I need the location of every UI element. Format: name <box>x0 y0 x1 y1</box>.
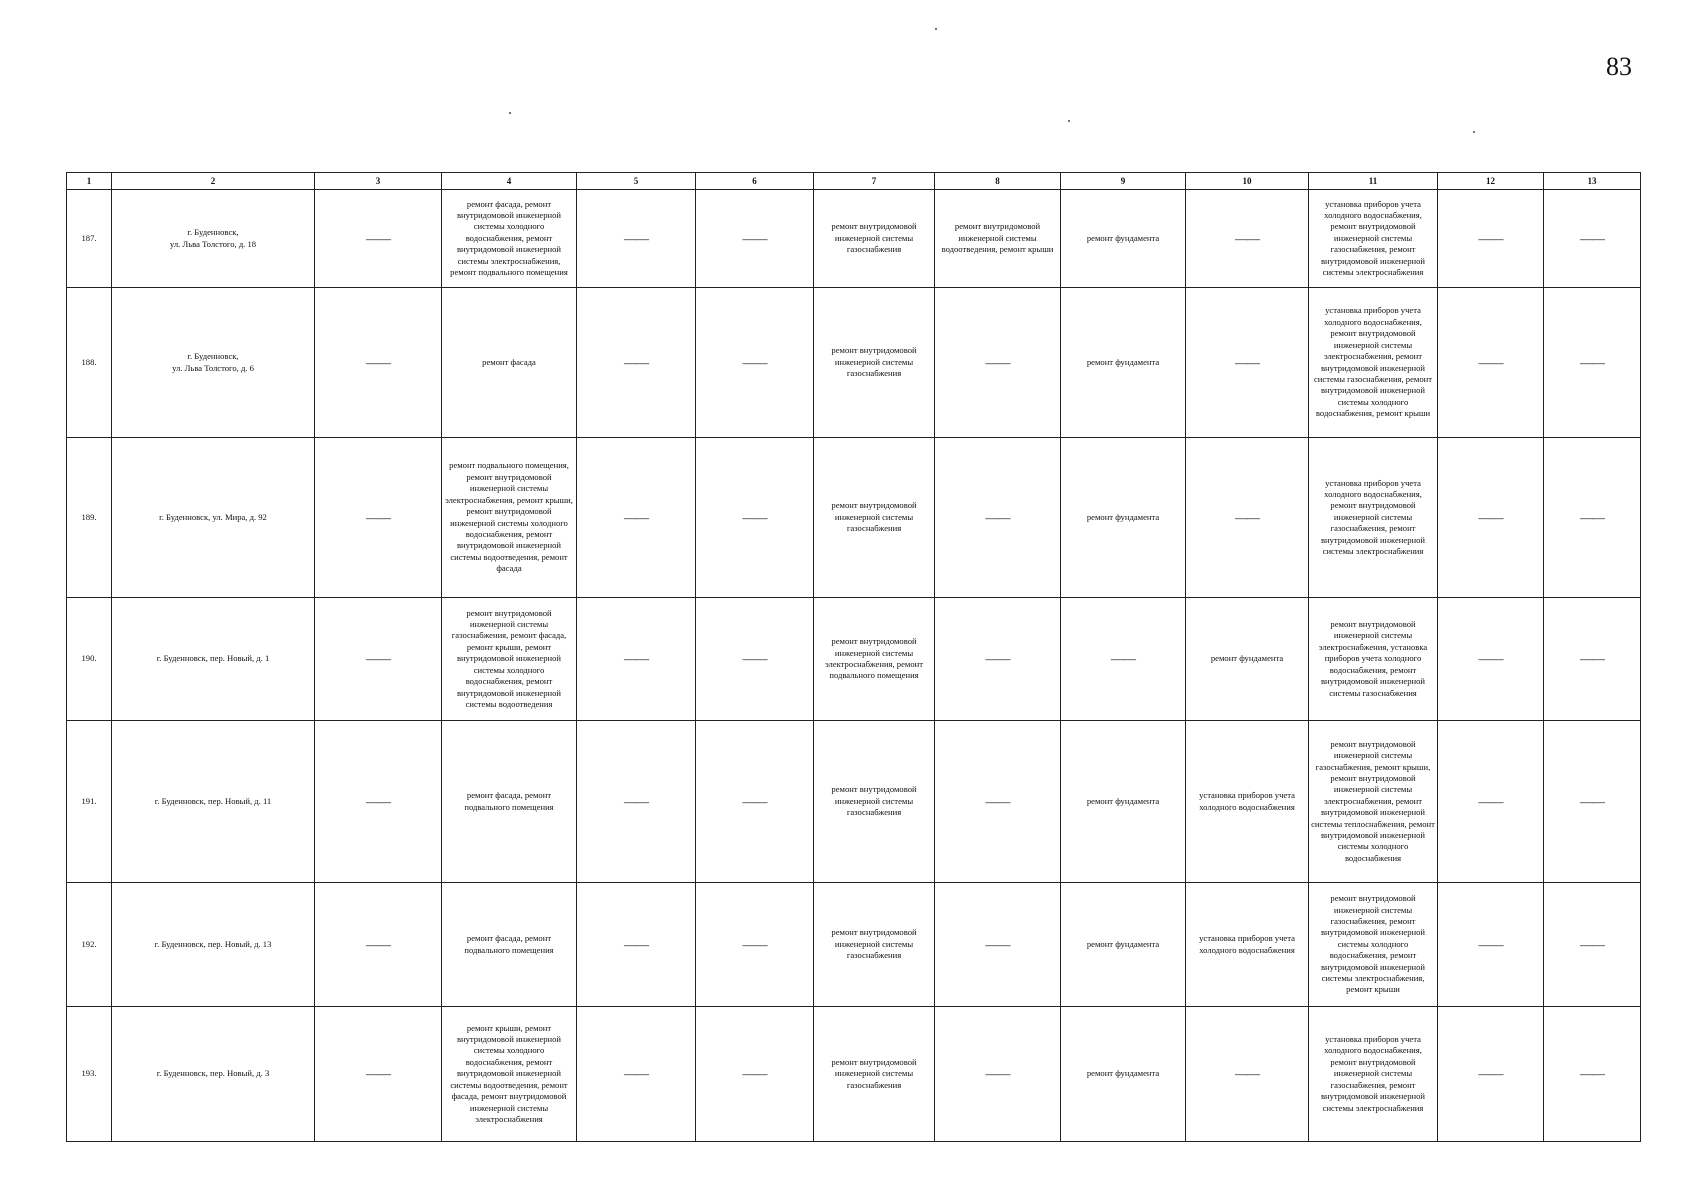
col-header: 8 <box>935 173 1061 190</box>
table-cell-col-13 <box>1544 721 1641 883</box>
table-cell-col-10 <box>1186 1007 1309 1142</box>
dash-mark: —— <box>1235 509 1259 525</box>
scan-speck <box>1473 131 1475 133</box>
cell-text: 189. <box>81 511 97 522</box>
table-cell-col-4 <box>442 883 577 1007</box>
col-header: 13 <box>1544 173 1641 190</box>
table-cell-col-12 <box>1438 721 1544 883</box>
dash-mark: —— <box>1580 1066 1604 1082</box>
row-number-cell <box>67 598 112 721</box>
row-number-cell <box>67 190 112 288</box>
table-cell-col-4 <box>442 598 577 721</box>
col-header: 2 <box>112 173 315 190</box>
table-cell-col-3 <box>315 598 442 721</box>
table-cell-col-4 <box>442 190 577 288</box>
table-cell-col-12 <box>1438 190 1544 288</box>
dash-mark: —— <box>1478 1066 1503 1082</box>
col-header: 1 <box>67 173 112 190</box>
table-cell-col-3 <box>315 883 442 1007</box>
table-cell-col-6 <box>696 883 814 1007</box>
table-cell-col-7 <box>814 438 935 598</box>
table-cell-col-11 <box>1309 288 1438 438</box>
table-cell-col-3 <box>315 190 442 288</box>
address-cell <box>112 190 315 288</box>
dash-mark: —— <box>366 230 390 246</box>
table-cell-col-11 <box>1309 1007 1438 1142</box>
dash-mark: —— <box>366 509 390 525</box>
cell-text: установка приборов учета холодного водоснабжения, ремонт внутридомовой инженерной системы электроснабжения, ремонт внутридомовой инженерной системы газоснабжения, ремонт внутридомовой инженерной системы холодного водоснабжения, ремонт крыши <box>1313 305 1433 419</box>
cell-text: 192. <box>81 938 97 949</box>
cell-text: ремонт фундамента <box>1086 1068 1160 1079</box>
col-header: 9 <box>1061 173 1186 190</box>
dash-mark: —— <box>985 651 1010 667</box>
cell-text: г. Буденновск, ул. Льва Толстого, д. 6 <box>172 351 254 373</box>
table-row <box>67 438 1641 598</box>
cell-text: установка приборов учета холодного водоснабжения, ремонт внутридомовой инженерной системы газоснабжения, ремонт внутридомовой инженерной системы электроснабжения <box>1320 198 1426 278</box>
dash-mark: —— <box>742 1066 767 1082</box>
cell-text: г. Буденновск, пер. Новый, д. 1 <box>156 653 270 664</box>
dash-mark: —— <box>1580 651 1604 667</box>
cell-text: установка приборов учета холодного водоснабжения <box>1199 933 1295 955</box>
column-number-row <box>67 173 1641 190</box>
table-row <box>67 883 1641 1007</box>
table-cell-col-7 <box>814 598 935 721</box>
table-cell-col-3 <box>315 721 442 883</box>
table-cell-col-7 <box>814 883 935 1007</box>
dash-mark: —— <box>366 936 390 952</box>
dash-mark: —— <box>742 509 767 525</box>
col-header: 10 <box>1186 173 1309 190</box>
table-cell-col-12 <box>1438 438 1544 598</box>
dash-mark: —— <box>985 354 1010 370</box>
table-cell-col-13 <box>1544 288 1641 438</box>
dash-mark: —— <box>1580 354 1604 370</box>
col-header: 5 <box>577 173 696 190</box>
table-cell-col-9 <box>1061 438 1186 598</box>
address-cell <box>112 721 315 883</box>
cell-text: ремонт крыши, ремонт внутридомовой инженерной системы холодного водоснабжения, ремонт внутридомовой инженерной системы водоотведения, ремонт фасада, ремонт внутридомовой инженерной системы электроснабжения <box>450 1022 568 1124</box>
table-cell-col-13 <box>1544 883 1641 1007</box>
dash-mark: —— <box>742 354 767 370</box>
dash-mark: —— <box>366 651 390 667</box>
scan-speck <box>935 28 937 30</box>
table-cell-col-8 <box>935 288 1061 438</box>
cell-text: установка приборов учета холодного водоснабжения, ремонт внутридомовой инженерной системы газоснабжения, ремонт внутридомовой инженерной системы электроснабжения <box>1320 477 1426 557</box>
table-cell-col-10 <box>1186 883 1309 1007</box>
scan-speck <box>509 112 511 114</box>
dash-mark: —— <box>624 936 648 952</box>
table-row <box>67 598 1641 721</box>
dash-mark: —— <box>1580 509 1604 525</box>
dash-mark: —— <box>742 230 767 246</box>
cell-text: ремонт фундамента <box>1086 511 1160 522</box>
cell-text: установка приборов учета холодного водоснабжения, ремонт внутридомовой инженерной системы газоснабжения, ремонт внутридомовой инженерной системы электроснабжения <box>1320 1034 1426 1113</box>
table-row <box>67 1007 1641 1142</box>
table-cell-col-9 <box>1061 721 1186 883</box>
table-cell-col-12 <box>1438 598 1544 721</box>
table-cell-col-5 <box>577 598 696 721</box>
dash-mark: —— <box>624 1066 648 1082</box>
table-cell-col-5 <box>577 438 696 598</box>
cell-text: ремонт фундамента <box>1210 653 1284 664</box>
cell-text: ремонт фасада, ремонт подвального помещения <box>464 790 554 812</box>
table-cell-col-6 <box>696 1007 814 1142</box>
cell-text: г. Буденновск, пер. Новый, д. 3 <box>156 1068 270 1079</box>
table-cell-col-13 <box>1544 598 1641 721</box>
dash-mark: —— <box>742 651 767 667</box>
table-cell-col-6 <box>696 721 814 883</box>
cell-text: 193. <box>81 1068 97 1079</box>
col-header: 11 <box>1309 173 1438 190</box>
cell-text: 188. <box>81 356 97 367</box>
address-cell <box>112 1007 315 1142</box>
cell-text: ремонт внутридомовой инженерной системы газоснабжения <box>831 1056 917 1090</box>
table-cell-col-3 <box>315 1007 442 1142</box>
cell-text: ремонт внутридомовой инженерной системы электроснабжения, установка приборов учета холодного водоснабжения, ремонт внутридомовой инженерной системы газоснабжения <box>1318 619 1428 698</box>
repair-plan-table <box>66 172 1641 1142</box>
table-cell-col-6 <box>696 288 814 438</box>
table-row <box>67 721 1641 883</box>
table-cell-col-13 <box>1544 438 1641 598</box>
table-cell-col-5 <box>577 721 696 883</box>
dash-mark: —— <box>742 936 767 952</box>
table-cell-col-5 <box>577 190 696 288</box>
cell-text: г. Буденновск, ул. Льва Толстого, д. 18 <box>169 227 257 249</box>
table-cell-col-10 <box>1186 721 1309 883</box>
cell-text: ремонт фундамента <box>1086 356 1160 367</box>
dash-mark: —— <box>985 1066 1010 1082</box>
cell-text: ремонт внутридомовой инженерной системы электроснабжения, ремонт подвального помещения <box>824 636 924 681</box>
table-cell-col-8 <box>935 883 1061 1007</box>
table-cell-col-7 <box>814 190 935 288</box>
table-cell-col-6 <box>696 438 814 598</box>
address-cell <box>112 438 315 598</box>
table-cell-col-12 <box>1438 883 1544 1007</box>
table-cell-col-13 <box>1544 190 1641 288</box>
table-cell-col-11 <box>1309 438 1438 598</box>
dash-mark: —— <box>624 793 648 809</box>
page-number: 83 <box>1606 52 1632 81</box>
table-cell-col-4 <box>442 288 577 438</box>
cell-text: г. Буденновск, пер. Новый, д. 13 <box>154 938 272 949</box>
dash-mark: —— <box>624 354 648 370</box>
table-cell-col-7 <box>814 1007 935 1142</box>
address-cell <box>112 598 315 721</box>
cell-text: ремонт внутридомовой инженерной системы газоснабжения <box>831 345 917 379</box>
table-cell-col-9 <box>1061 598 1186 721</box>
table-cell-col-7 <box>814 721 935 883</box>
cell-text: ремонт внутридомовой инженерной системы водоотведения, ремонт крыши <box>941 221 1054 255</box>
table-cell-col-10 <box>1186 190 1309 288</box>
cell-text: 187. <box>81 232 97 243</box>
table-cell-col-13 <box>1544 1007 1641 1142</box>
table-cell-col-8 <box>935 1007 1061 1142</box>
table-cell-col-9 <box>1061 1007 1186 1142</box>
col-header: 6 <box>696 173 814 190</box>
table-row <box>67 190 1641 288</box>
cell-text: ремонт фундамента <box>1086 232 1160 243</box>
cell-text: ремонт внутридомовой инженерной системы газоснабжения <box>831 500 917 534</box>
dash-mark: —— <box>1478 936 1503 952</box>
table-cell-col-5 <box>577 883 696 1007</box>
address-cell <box>112 883 315 1007</box>
cell-text: ремонт внутридомовой инженерной системы газоснабжения, ремонт внутридомовой инженерной системы холодного водоснабжения, ремонт внутридомовой инженерной системы электроснабжения, ремонт крыши <box>1320 893 1426 995</box>
cell-text: ремонт внутридомовой инженерной системы газоснабжения, ремонт фасада, ремонт крыши, ремонт внутридомовой инженерной системы холодного водоснабжения, ремонт внутридомовой инженерной системы водоотведения <box>451 607 567 709</box>
cell-text: ремонт фасада <box>482 356 536 367</box>
dash-mark: —— <box>366 1066 390 1082</box>
table-cell-col-9 <box>1061 190 1186 288</box>
col-header: 12 <box>1438 173 1544 190</box>
table-cell-col-6 <box>696 190 814 288</box>
cell-text: ремонт фундамента <box>1086 795 1160 806</box>
table-cell-col-9 <box>1061 883 1186 1007</box>
cell-text: ремонт внутридомовой инженерной системы газоснабжения <box>831 927 917 961</box>
col-header: 7 <box>814 173 935 190</box>
table-cell-col-5 <box>577 288 696 438</box>
row-number-cell <box>67 288 112 438</box>
table-cell-col-11 <box>1309 883 1438 1007</box>
table-cell-col-11 <box>1309 190 1438 288</box>
dash-mark: —— <box>985 509 1010 525</box>
dash-mark: —— <box>1111 651 1135 667</box>
row-number-cell <box>67 721 112 883</box>
row-number-cell <box>67 438 112 598</box>
cell-text: ремонт фасада, ремонт подвального помещения <box>464 933 554 955</box>
dash-mark: —— <box>742 793 767 809</box>
dash-mark: —— <box>624 509 648 525</box>
table-cell-col-11 <box>1309 721 1438 883</box>
dash-mark: —— <box>366 793 390 809</box>
col-header: 4 <box>442 173 577 190</box>
table-cell-col-12 <box>1438 1007 1544 1142</box>
table-cell-col-4 <box>442 438 577 598</box>
table-cell-col-9 <box>1061 288 1186 438</box>
dash-mark: —— <box>624 230 648 246</box>
col-header: 3 <box>315 173 442 190</box>
table-cell-col-10 <box>1186 288 1309 438</box>
cell-text: установка приборов учета холодного водоснабжения <box>1199 790 1295 812</box>
table-cell-col-7 <box>814 288 935 438</box>
dash-mark: —— <box>1580 936 1604 952</box>
scan-speck <box>1068 120 1070 122</box>
table-cell-col-8 <box>935 190 1061 288</box>
dash-mark: —— <box>1580 793 1604 809</box>
cell-text: ремонт внутридомовой инженерной системы газоснабжения <box>831 784 917 818</box>
dash-mark: —— <box>1478 230 1503 246</box>
dash-mark: —— <box>1235 354 1259 370</box>
cell-text: г. Буденновск, пер. Новый, д. 11 <box>154 795 272 806</box>
dash-mark: —— <box>1478 793 1503 809</box>
cell-text: ремонт фасада, ремонт внутридомовой инженерной системы холодного водоснабжения, ремонт внутридомовой инженерной системы электроснабжения, ремонт подвального помещения <box>450 198 568 278</box>
table-row <box>67 288 1641 438</box>
dash-mark: —— <box>985 793 1010 809</box>
table-cell-col-3 <box>315 438 442 598</box>
dash-mark: —— <box>366 354 390 370</box>
table-cell-col-12 <box>1438 288 1544 438</box>
table-cell-col-10 <box>1186 438 1309 598</box>
cell-text: г. Буденновск, ул. Мира, д. 92 <box>159 511 267 522</box>
table-cell-col-3 <box>315 288 442 438</box>
table-cell-col-4 <box>442 1007 577 1142</box>
table-cell-col-8 <box>935 438 1061 598</box>
row-number-cell <box>67 883 112 1007</box>
table-cell-col-10 <box>1186 598 1309 721</box>
dash-mark: —— <box>1478 354 1503 370</box>
table-cell-col-8 <box>935 598 1061 721</box>
cell-text: ремонт подвального помещения, ремонт внутридомовой инженерной системы электроснабжения, ремонт крыши, ремонт внутридомовой инженерной системы холодного водоснабжения, ремонт внутридомовой инженерной системы водоотведения, ремонт фасада <box>445 460 573 574</box>
dash-mark: —— <box>1478 651 1503 667</box>
cell-text: 191. <box>81 795 97 806</box>
table-cell-col-5 <box>577 1007 696 1142</box>
address-cell <box>112 288 315 438</box>
table-cell-col-6 <box>696 598 814 721</box>
table-cell-col-8 <box>935 721 1061 883</box>
dash-mark: —— <box>1235 230 1259 246</box>
cell-text: 190. <box>81 653 97 664</box>
dash-mark: —— <box>1478 509 1503 525</box>
dash-mark: —— <box>1580 230 1604 246</box>
row-number-cell <box>67 1007 112 1142</box>
cell-text: ремонт фундамента <box>1086 938 1160 949</box>
table-cell-col-4 <box>442 721 577 883</box>
table-cell-col-11 <box>1309 598 1438 721</box>
dash-mark: —— <box>1235 1066 1259 1082</box>
cell-text: ремонт внутридомовой инженерной системы газоснабжения, ремонт крыши, ремонт внутридомовой инженерной системы электроснабжения, ремонт внутридомовой инженерной системы теплоснабжения, ремонт внутридомовой инженерной системы холодного водоснабжения <box>1311 738 1435 863</box>
dash-mark: —— <box>624 651 648 667</box>
dash-mark: —— <box>985 936 1010 952</box>
cell-text: ремонт внутридомовой инженерной системы газоснабжения <box>831 221 917 255</box>
